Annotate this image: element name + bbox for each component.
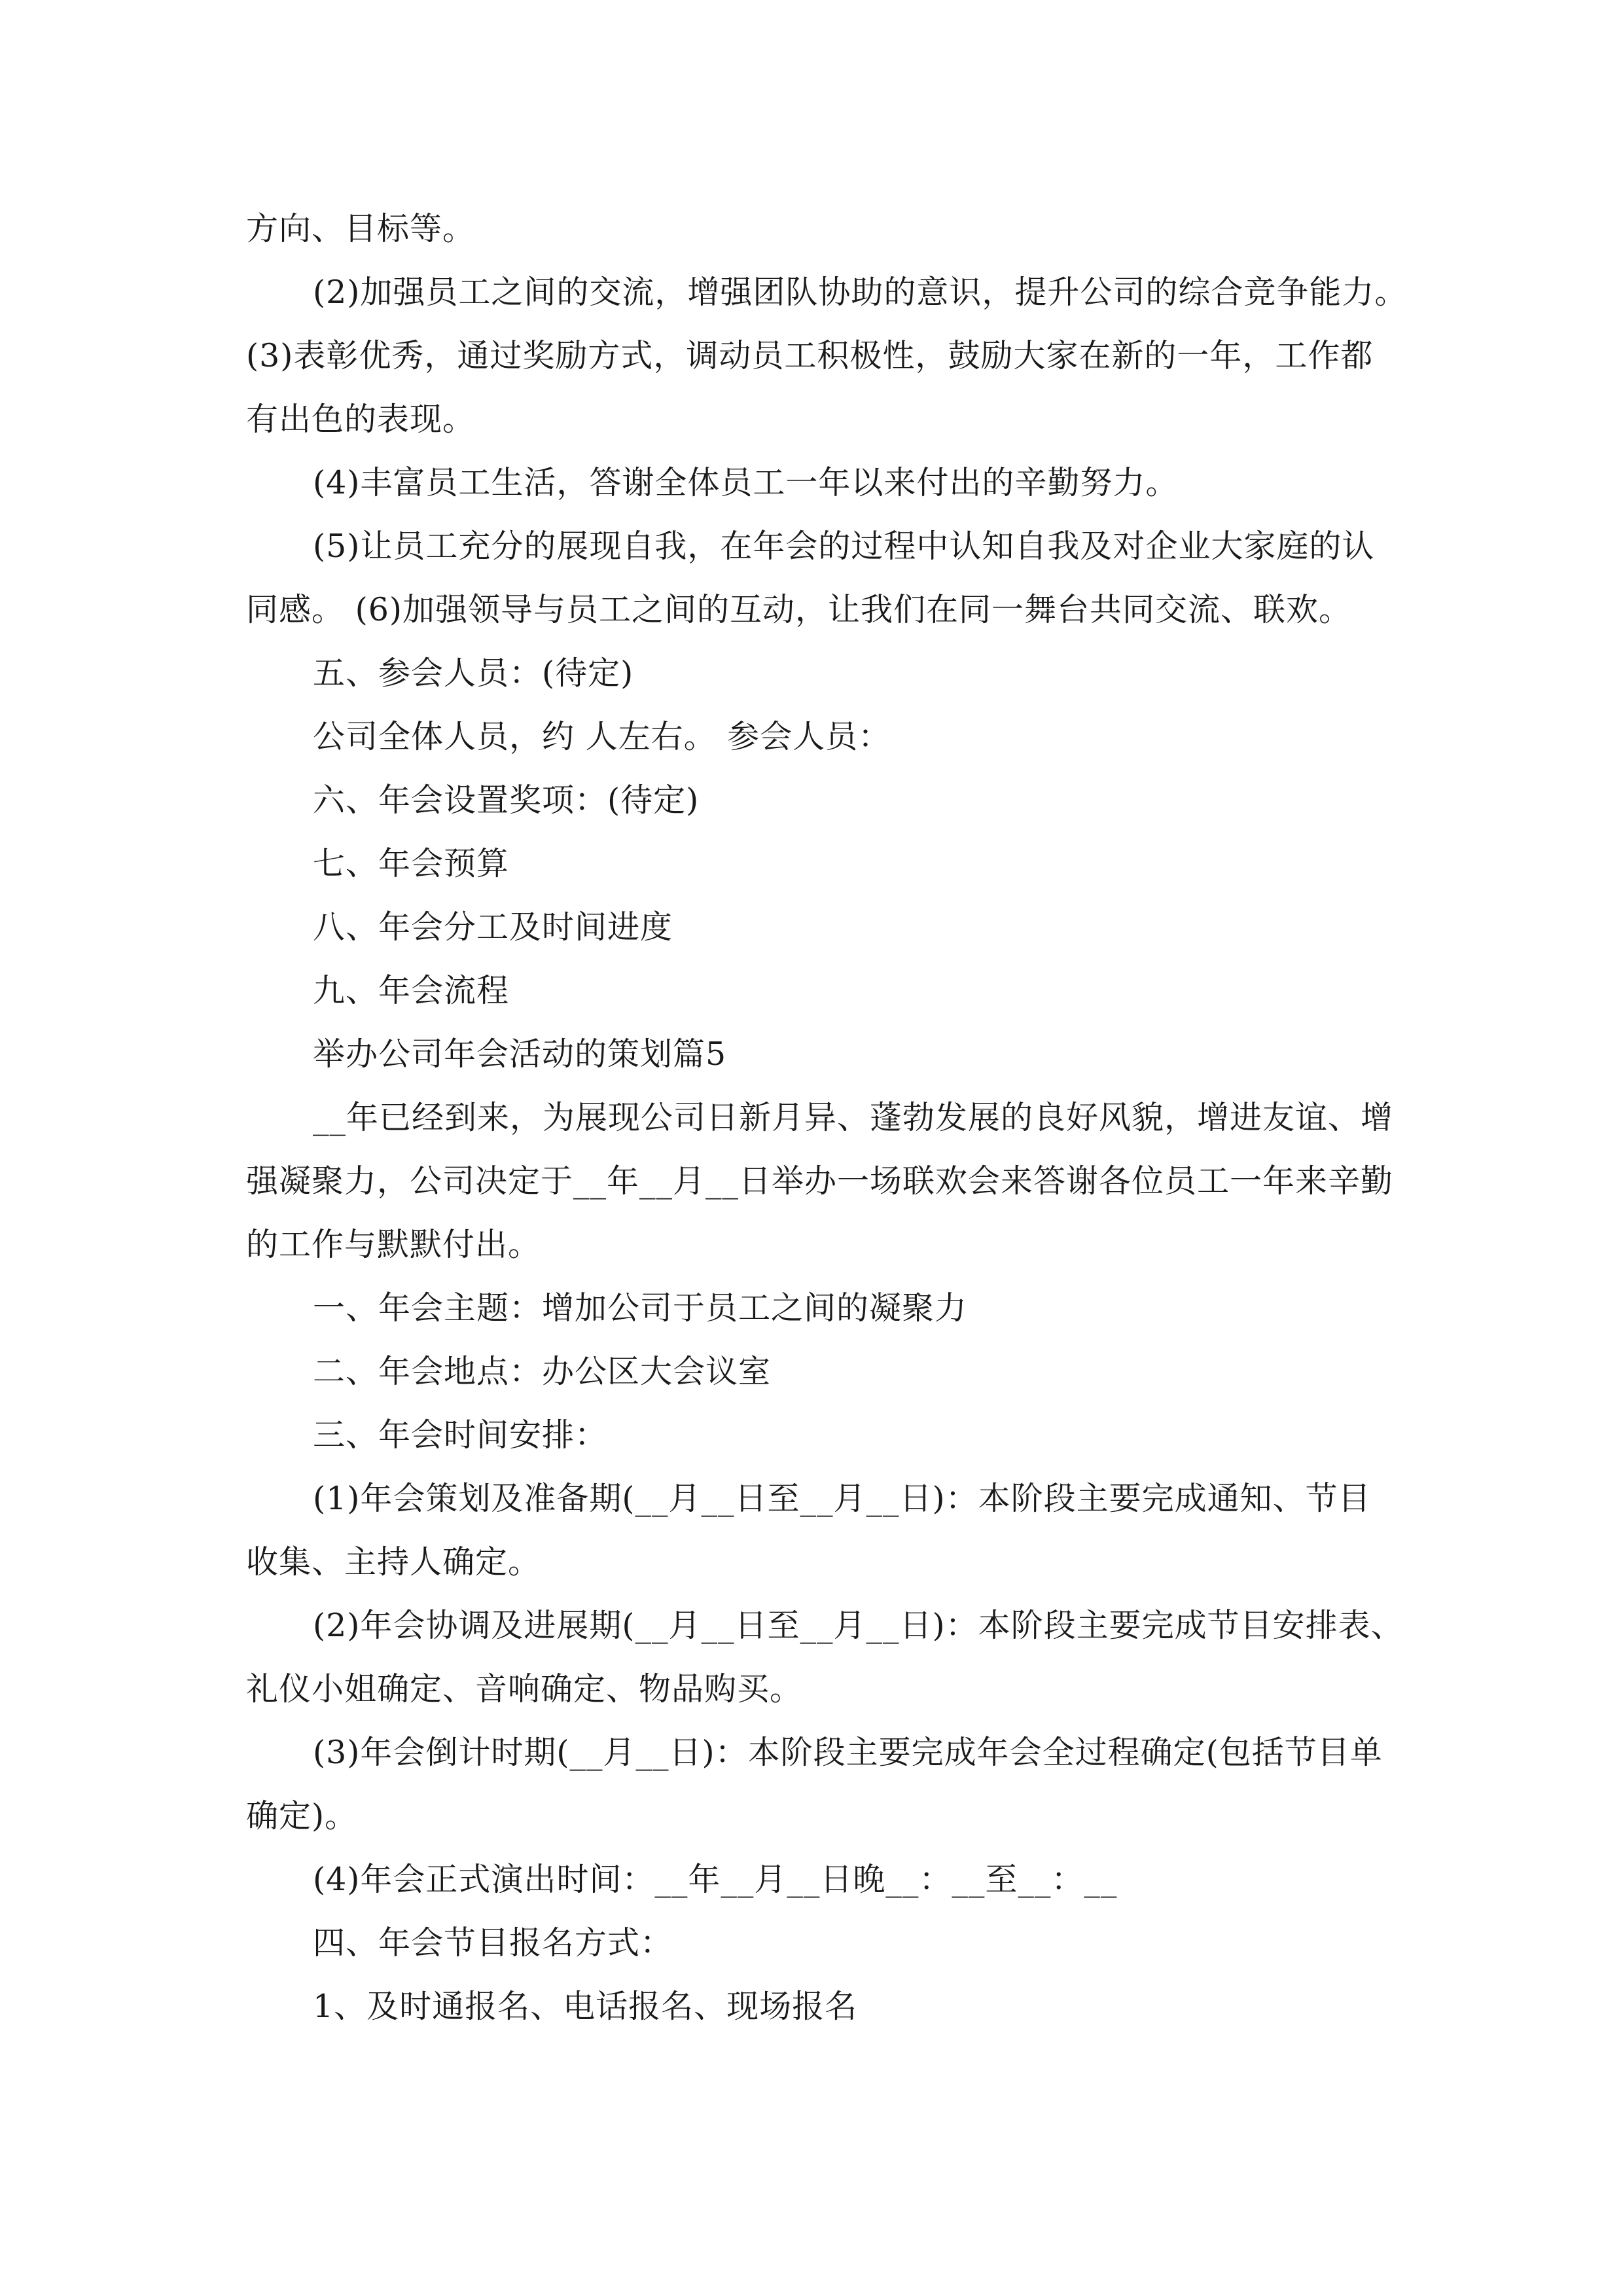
text-line: 确定)。	[246, 1797, 358, 1835]
article-title: 举办公司年会活动的策划篇5	[313, 1035, 727, 1073]
text-line: (3)表彰优秀，通过奖励方式，调动员工积极性，鼓励大家在新的一年，工作都	[246, 337, 1374, 374]
section-heading: 二、年会地点：办公区大会议室	[313, 1353, 772, 1390]
section-heading: 七、年会预算	[313, 845, 510, 882]
text-line: 有出色的表现。	[246, 401, 476, 438]
section-heading: 六、年会设置奖项：(待定)	[313, 781, 700, 819]
text-line: (4)丰富员工生活，答谢全体员工一年以来付出的辛勤努力。	[313, 464, 1179, 501]
text-line: 1、及时通报名、电话报名、现场报名	[313, 1988, 858, 2025]
text-line: 的工作与默默付出。	[246, 1226, 541, 1263]
section-heading: 三、年会时间安排：	[313, 1416, 608, 1454]
text-line: (2)加强员工之间的交流，增强团队协助的意识，提升公司的综合竞争能力。	[313, 274, 1408, 311]
text-line: 公司全体人员，约 人左右。 参会人员：	[313, 718, 891, 755]
text-line: (1)年会策划及准备期(__月__日至__月__日)：本阶段主要完成通知、节目	[313, 1480, 1371, 1517]
text-line: 收集、主持人确定。	[246, 1543, 541, 1581]
text-line: __年已经到来，为展现公司日新月异、蓬勃发展的良好风貌，增进友谊、增	[313, 1099, 1394, 1136]
section-heading: 八、年会分工及时间进度	[313, 908, 673, 946]
text-line: 方向、目标等。	[246, 210, 476, 247]
text-line: 强凝聚力，公司决定于__年__月__日举办一场联欢会来答谢各位员工一年来辛勤	[246, 1162, 1394, 1200]
text-line: 礼仪小姐确定、音响确定、物品购买。	[246, 1670, 803, 1708]
text-line: (4)年会正式演出时间：__年__月__日晚__：__至__：__	[313, 1861, 1118, 1898]
text-line: 同感。 (6)加强领导与员工之间的互动，让我们在同一舞台共同交流、联欢。	[246, 591, 1351, 628]
text-line: (3)年会倒计时期(__月__日)：本阶段主要完成年会全过程确定(包括节目单	[313, 1734, 1383, 1771]
section-heading: 九、年会流程	[313, 972, 510, 1009]
section-heading: 五、参会人员：(待定)	[313, 655, 634, 692]
text-line: (5)让员工充分的展现自我，在年会的过程中认知自我及对企业大家庭的认	[313, 528, 1375, 565]
section-heading: 一、年会主题：增加公司于员工之间的凝聚力	[313, 1289, 968, 1327]
section-heading: 四、年会节目报名方式：	[313, 1924, 673, 1962]
text-line: (2)年会协调及进展期(__月__日至__月__日)：本阶段主要完成节目安排表、	[313, 1607, 1404, 1644]
